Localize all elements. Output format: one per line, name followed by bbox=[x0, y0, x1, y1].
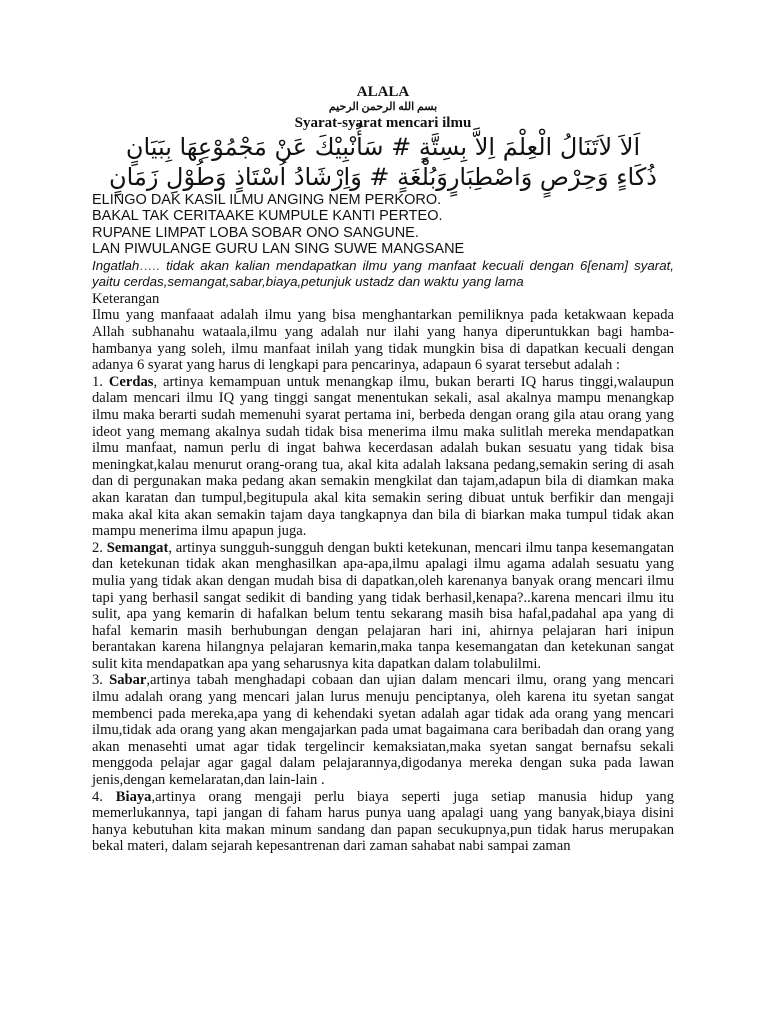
keterangan-intro: Ilmu yang manfaaat adalah ilmu yang bisa menghantarkan pemiliknya pada ketakwaan kepada Allah subhanahu wataala,ilmu yang adalah nur ilahi yang hanya diperuntukkan bagi hamba-hambanya yang soleh, ilmu manfaat inilah yang tidak mungkin bisa di dapatkan kecuali dengan adanya 6 syarat yang harus di lengkapi para pencarinya, adapaun 6 syarat tersebut adalah : bbox=[92, 307, 674, 374]
syarat-item-biaya bbox=[92, 789, 674, 855]
syarat-number: 3. bbox=[92, 672, 110, 689]
syarat-text: , artinya kemampuan untuk menangkap ilmu, bukan berarti IQ harus tinggi,walaupun dalam mencari ilmu IQ yang tinggi sangat menentukan sekali, asal akalnya mampu menangkap ilmu maka berarti sudah memenuhi syarat pertama ini, berbeda dengan orang gila atau orang yang ideot yang memang akalnya sudah tidak bisa menerima ilmu maka sulitlah mereka mendapatkan ilmu manfaat, namun perlu di ingat bahwa kecerdasan adalah bukan sesuatu yang tidak bisa meningkat,kalau menurut orang-orang tua, akal kita adalah laksana pedang,semakin sering di asah dan di pergunakan maka pedang akan semakin mengkilat dan tajam,adapun bila di diamkan maka akan karatan dan tumpul,begitupula akal kita semakin sering dibuat untuk berfikir dan mengaji maka akal kita akan semakin tajam daya tangkapnya dan bila di biarkan maka tumpul tidak akan mampu menerima ilmu apapun juga. bbox=[92, 373, 674, 540]
keterangan-heading: Keterangan bbox=[92, 290, 160, 307]
javanese-line-3: RUPANE LIMPAT LOBA SOBAR ONO SANGUNE. bbox=[92, 224, 419, 241]
syarat-term: Cerdas bbox=[108, 373, 154, 390]
syarat-item-semangat bbox=[92, 540, 674, 673]
javanese-line-1: ELINGO DAK KASIL ILMU ANGING NEM PERKORO. bbox=[92, 192, 442, 208]
javanese-line-4: LAN PIWULANGE GURU LAN SING SUWE MANGSANE bbox=[92, 241, 465, 258]
syarat-number: 4. bbox=[92, 788, 116, 805]
document-page bbox=[92, 84, 674, 855]
document-subtitle: Syarat-syarat mencari ilmu bbox=[294, 115, 472, 131]
syarat-term: Biaya bbox=[115, 788, 152, 805]
syarat-text: ,artinya orang mengaji perlu biaya seperti juga setiap manusia hidup yang memerlukannya, tapi jangan di faham harus punya uang apalagi uang yang banyak,biaya disini hanya kebutuhan kita makan minum sandang dan papan secukupnya,pun tidak harus merupakan bekal materi, dalam sejarah kepesantrenan dari zaman sahabat nabi sampai zaman bbox=[92, 788, 675, 855]
syarat-term: Sabar bbox=[109, 672, 147, 689]
syarat-number: 1. bbox=[92, 373, 109, 390]
syarat-text: , artinya sungguh-sungguh dengan bukti ketekunan, mencari ilmu tanpa kesemangatan dan ketekunan tidak akan menghasilkan apa-apa,ilmu apalagi ilmu agama adalah sesuatu yang mulia yang tidak akan dengan mudah bisa di dapatkan,oleh karenanya banyak orang mencari ilmu tapi yang berhasil sangat sedikit di banding yang tidak berhasil,kenapa?..karena mencari ilmu itu sulit, apa yang kemarin di hafalkan belum tentu sekarang masih bisa hafal,padahal apa yang di hafal kemarin masih berhubungan dengan pelajaran hari ini, ahirnya pelajaran hari inipun berantakan karena hilangnya pelajaran kemarin,maka tanpa kesemangatan dan ketekunan sangat sulit kita mendapatkan apa yang seharusnya kita dapatkan dalam tolabulilmi. bbox=[92, 539, 675, 672]
arabic-verse-line-1: اَلاَ لاَتَنَالُ الْعِلْمَ اِلاَّ بِسِتَّةٍ # سَأُنْبِيْكَ عَنْ مَجْمُوْعِهَا بِبَيَانٍ bbox=[125, 133, 641, 161]
syarat-term: Semangat bbox=[106, 539, 169, 556]
syarat-item-sabar bbox=[92, 672, 674, 788]
translation-rest: tidak akan kalian mendapatkan ilmu yang manfaat kecuali dengan 6[enam] syarat, yaitu cerdas,semangat,sabar,biaya,petunjuk ustadz dan waktu yang lama bbox=[92, 257, 674, 290]
translation-ellipsis: ….. bbox=[139, 257, 161, 273]
javanese-line-2: BAKAL TAK CERITAAKE KUMPULE KANTI PERTEO. bbox=[92, 208, 443, 225]
syarat-text: ,artinya tabah menghadapi cobaan dan ujian dalam mencari ilmu, orang yang mencari ilmu adalah orang yang mencari jalan lurus menuju penciptanya, oleh karena itu syetan sangat membenci pada mereka,apa yang di kehendaki syetan adalah agar tidak ada orang yang mencari ilmu,tidak ada orang yang akan mengajarkan pada umat bagaimana cara beribadah dan orang yang akan menasehti umat agar tidak tergelincir kemaksiatan,maka syetan sangat bernafsu sekali menggoda pelajar agar gagal dalam pelajarannya,digodanya mereka dengan suka pada lawan jenis,dengan kemelaratan,dan lain-lain . bbox=[92, 672, 675, 789]
translation-lead: Ingatlah bbox=[92, 257, 140, 273]
indonesian-translation bbox=[92, 258, 674, 291]
arabic-verse-line-2: ذُكَاءٍ وَحِرْصٍ وَاصْطِبَارٍوَبُلْغَةٍ # وَاِرْشَادُ اُسْتَاذٍ وَطُوْلِ زَمَانٍ bbox=[109, 163, 657, 191]
syarat-item-cerdas bbox=[92, 374, 674, 540]
document-title: ALALA bbox=[356, 84, 410, 100]
bismillah-heading: بسم الله الرحمن الرحيم bbox=[328, 101, 438, 113]
syarat-number: 2. bbox=[92, 539, 107, 556]
